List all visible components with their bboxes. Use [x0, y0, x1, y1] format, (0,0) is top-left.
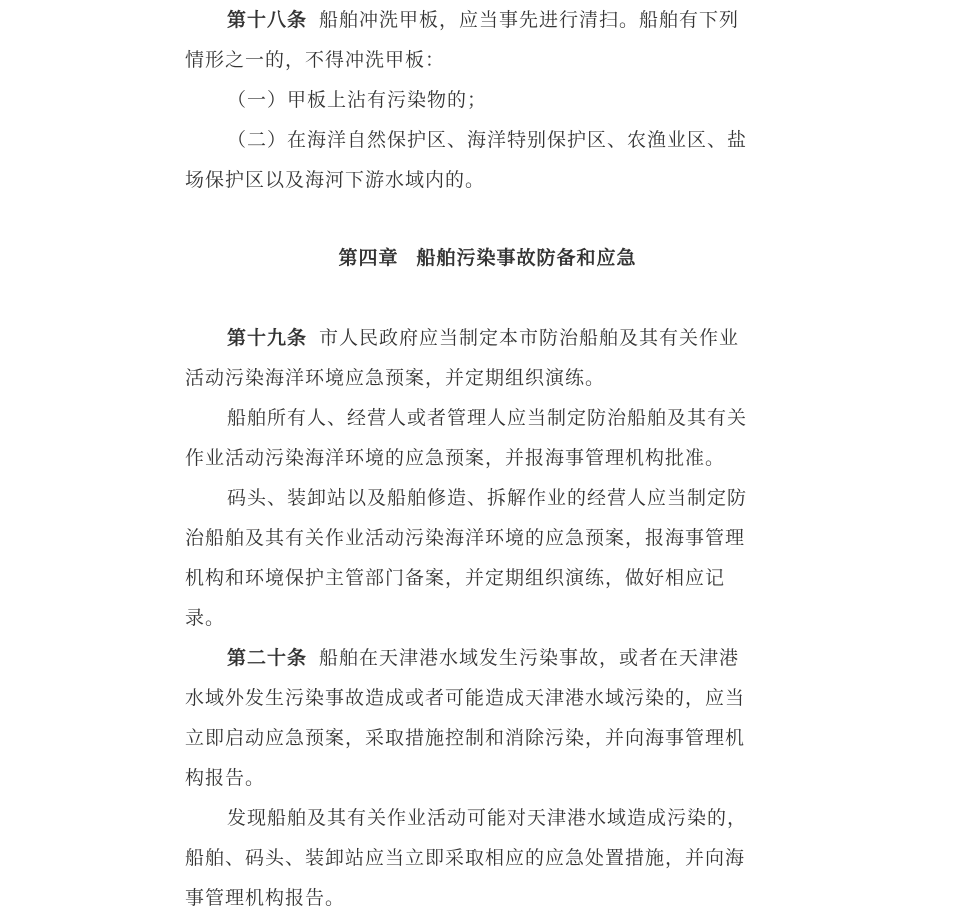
article-20-line-3: 立即启动应急预案，采取措施控制和消除污染，并向海事管理机: [185, 727, 746, 749]
article-19-line-2: 活动污染海洋环境应急预案，并定期组织演练。: [185, 367, 606, 389]
article-19-label: 第十九条: [227, 327, 308, 349]
article-19-para-3-line-2: 治船舶及其有关作业活动污染海洋环境的应急预案，报海事管理: [185, 527, 746, 549]
article-18-item-2-line-1: （二）在海洋自然保护区、海洋特别保护区、农渔业区、盐: [227, 129, 748, 151]
chapter-4-title: 船舶污染事故防备和应急: [416, 247, 637, 269]
article-20-line-2: 水域外发生污染事故造成或者可能造成天津港水域污染的，应当: [185, 687, 746, 709]
article-19-para-2-line-1: 船舶所有人、经营人或者管理人应当制定防治船舶及其有关: [227, 407, 748, 429]
article-18-line-1: [185, 0, 790, 40]
article-18-item-2-line-2: 场保护区以及海河下游水域内的。: [185, 169, 486, 191]
article-20-label: 第二十条: [227, 647, 308, 669]
article-19-para-3-line-4: 录。: [185, 607, 226, 629]
article-19-text-1: 市人民政府应当制定本市防治船舶及其有关作业: [319, 327, 740, 349]
chapter-4-heading: [185, 238, 790, 278]
article-19-para-3-line-1: 码头、装卸站以及船舶修造、拆解作业的经营人应当制定防: [227, 487, 748, 509]
article-20-text-1: 船舶在天津港水域发生污染事故，或者在天津港: [319, 647, 740, 669]
article-20-para-2-line-1: 发现船舶及其有关作业活动可能对天津港水域造成污染的，: [227, 807, 748, 829]
article-20-line-1: [185, 638, 790, 678]
article-18-label: 第十八条: [227, 9, 308, 31]
article-18-text-1: 船舶冲洗甲板，应当事先进行清扫。船舶有下列: [319, 9, 740, 31]
regulation-document: [185, 0, 790, 918]
article-19-para-3-line-3: 机构和环境保护主管部门备案，并定期组织演练，做好相应记: [185, 567, 726, 589]
article-18-line-2: 情形之一的，不得冲洗甲板：: [185, 49, 446, 71]
article-18-item-1: （一）甲板上沾有污染物的；: [227, 89, 488, 111]
article-20-line-4: 构报告。: [185, 767, 266, 789]
article-19-para-2-line-2: 作业活动污染海洋环境的应急预案，并报海事管理机构批准。: [185, 447, 726, 469]
article-19-line-1: [185, 318, 790, 358]
article-20-para-2-line-2: 船舶、码头、装卸站应当立即采取相应的应急处置措施，并向海: [185, 847, 746, 869]
article-20-para-2-line-3: 事管理机构报告。: [185, 887, 346, 909]
chapter-4-number: 第四章: [338, 247, 399, 269]
